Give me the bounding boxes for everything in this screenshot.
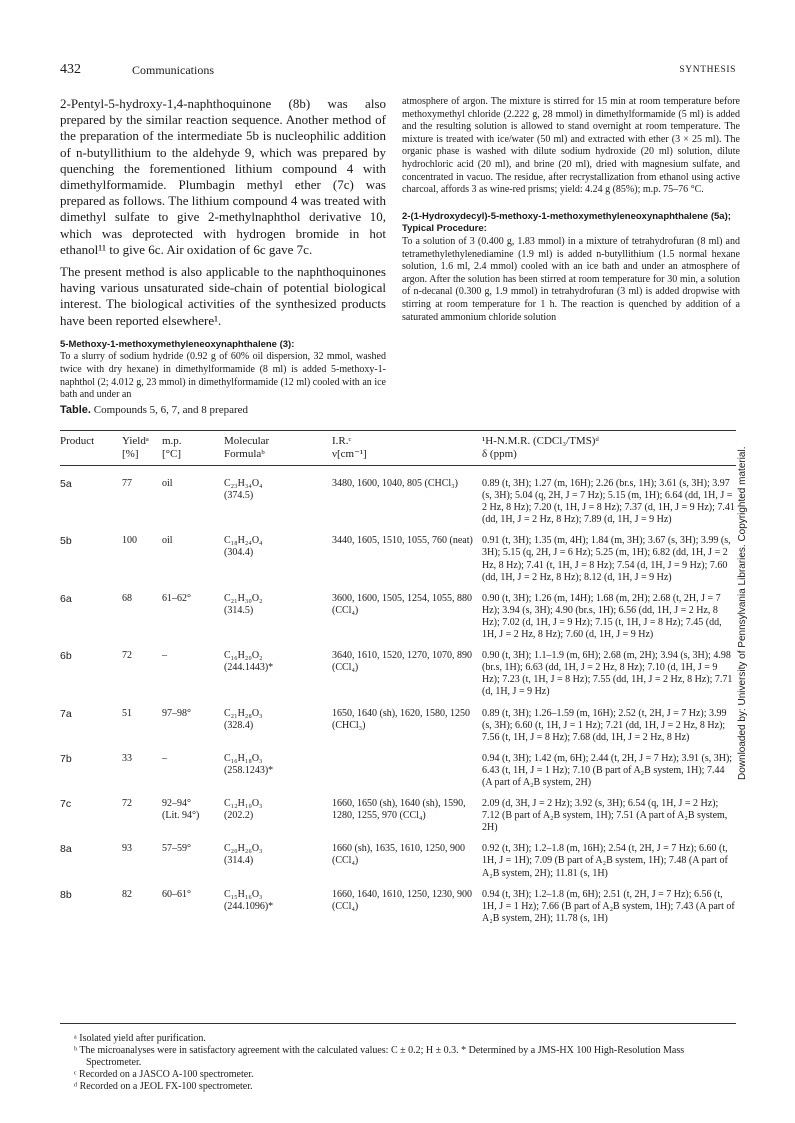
formula-cell <box>224 789 332 834</box>
table-header-row <box>60 432 736 469</box>
download-notice-text: Downloaded by: University of Pennsylvania Libraries. Copyrighted material. <box>737 446 748 780</box>
table-caption-text: Compounds 5, 6, 7, and 8 prepared <box>93 404 249 416</box>
column-header-yield: Yieldᵃ [%] <box>122 435 149 460</box>
molecular-mass: (314.5) <box>224 604 254 616</box>
formula: C₂₀H₂₆O₃ <box>224 843 263 855</box>
table-top-rule <box>60 430 736 431</box>
procedure-heading: 5-Methoxy-1-methoxymethyleneoxynaphthalene (3): <box>60 338 295 350</box>
formula-cell <box>224 584 332 641</box>
table-row <box>60 789 736 834</box>
ir-cell: 1660, 1640, 1610, 1250, 1230, 900 (CCl₄) <box>332 888 472 912</box>
ir-cell: 1660, 1650 (sh), 1640 (sh), 1590, 1280, 1255, 970 (CCl₄) <box>332 798 466 822</box>
nmr-cell: 0.90 (t, 3H); 1.26 (m, 14H); 1.68 (m, 2H); 2.68 (t, 2H, J = 7 Hz); 3.94 (s, 3H); 4.90 (br.s, 1H); 6.56 (dd, 1H, J = 2 Hz, 8 Hz); 7.02 (d, 1H, J = 9 Hz); 7.15 (t, 1H, J = 8 Hz); 7.45 (dd, 1H, J = 2 Hz, 8 Hz); 7.60 (d, 1H, J = 9 Hz) <box>482 592 722 641</box>
nmr-cell: 0.92 (t, 3H); 1.2–1.8 (m, 16H); 2.54 (t, 2H, J = 7 Hz); 6.60 (t, 1H, J = 1H); 7.09 (B part of A₂B system, 1H); 7.48 (A part of A₂B system, 2H); 11.81 (s, 1H) <box>482 843 728 879</box>
product-cell: 8a <box>60 843 72 856</box>
mp-value: 92–94° <box>162 798 191 810</box>
table-row <box>60 880 736 925</box>
table-row <box>60 641 736 698</box>
mp-cell: 97–98° <box>162 707 191 719</box>
right-column <box>402 96 740 324</box>
footnote: ᵈ Recorded on a JEOL FX-100 spectrometer. <box>74 1081 253 1092</box>
ir-cell: 1650, 1640 (sh), 1620, 1580, 1250 (CHCl₃) <box>332 707 471 731</box>
column-header-ir: I.R.ᶜ ν[cm⁻¹] <box>332 435 367 460</box>
table-caption <box>60 404 248 416</box>
yield-cell: 51 <box>122 707 132 719</box>
formula: C₁₆H₂₀O₂ <box>224 650 263 662</box>
table-row <box>60 584 736 641</box>
yield-cell: 72 <box>122 798 132 810</box>
column-header-mp: m.p. [°C] <box>162 435 182 460</box>
molecular-mass: (328.4) <box>224 719 254 731</box>
procedure-heading: 2-(1-Hydroxydecyl)-5-methoxy-1-methoxymethyleneoxynaphthalene (5a); Typical Procedure: <box>402 210 731 235</box>
nmr-cell: 0.90 (t, 3H); 1.1–1.9 (m, 6H); 2.68 (m, 2H); 3.94 (s, 3H); 4.98 (br.s, 1H); 6.63 (dd, 1H, J = 2 Hz, 8 Hz); 7.10 (d, 1H, J = 9 Hz); 7.23 (t, 1H, J = 8 Hz); 7.55 (dd, 1H, J = 2 Hz, 8 Hz); 7.71 (d, 1H, J = 9 Hz) <box>482 650 733 698</box>
formula: C₂₃H₃₄O₄ <box>224 478 263 489</box>
formula: C₁₂H₁₀O₃ <box>224 798 263 810</box>
table-caption-label: Table. <box>60 404 91 416</box>
procedure-text: To a slurry of sodium hydride (0.92 g of 60% oil dispersion, 32 mmol, washed twice with dry hexane) in dimethylformamide (8 ml) is added 5-methoxy-1-naphthol (2; 4.012 g, 23 mmol) in dimethylformamide (12 ml) cooled with an ice bath and under an <box>60 351 386 401</box>
product-cell: 6a <box>60 592 72 605</box>
column-header-nmr: ¹H-N.M.R. (CDCl₃/TMS)ᵈ δ (ppm) <box>482 435 599 460</box>
nmr-cell: 0.94 (t, 3H); 1.42 (m, 6H); 2.44 (t, 2H, J = 7 Hz); 3.91 (s, 3H); 6.43 (t, 1H, J = 1 Hz); 7.10 (B part of A₂B system, 1H); 7.44 (A part of A₂B system, 2H) <box>482 752 733 788</box>
formula-cell <box>224 641 332 698</box>
mp-cell: 61–62° <box>162 592 191 604</box>
yield-cell: 33 <box>122 752 132 764</box>
formula: C₁₆H₁₈O₃ <box>224 752 263 764</box>
formula: C₂₁H₃₀O₂ <box>224 592 263 604</box>
ir-cell: 3600, 1600, 1505, 1254, 1055, 880 (CCl₄) <box>332 592 472 616</box>
footnote: ᶜ Recorded on a JASCO A-100 spectrometer. <box>74 1069 254 1080</box>
molecular-mass: (244.1443)* <box>224 662 274 674</box>
left-column <box>60 96 386 402</box>
ir-cell: 1660 (sh), 1635, 1610, 1250, 900 (CCl₄) <box>332 843 466 867</box>
table-row <box>60 834 736 879</box>
molecular-mass: (374.5) <box>224 490 254 502</box>
nmr-cell: 2.09 (d, 3H, J = 2 Hz); 3.92 (s, 3H); 6.54 (q, 1H, J = 2 Hz); 7.12 (B part of A₂B system, 1H); 7.51 (A part of A₂B system, 2H) <box>482 798 728 834</box>
column-header-formula: Molecular Formulaᵇ <box>224 435 270 460</box>
formula-cell <box>224 526 332 583</box>
page-header <box>60 62 736 84</box>
body-paragraph: 2-Pentyl-5-hydroxy-1,4-naphthoquinone (8b) was also prepared by the similar reaction sequence. Another method of the preparation of the intermediate 5b is nucleophilic addition of n-butyllithium to the aldehyde 9, which was prepared by quenching the forementioned lithium compound 4 with dimethylformamide. Plumbagin methyl ether (7c) was prepared as follows. The lithium compound 4 was treated with dimethyl sulfate to give 2-methylnaphthol derivative 10, which was deprotected with hydrogen bromide in hot ethanol¹¹ to give 6c. Air oxidation of 6c gave 7c. <box>60 96 386 257</box>
mp-cell: oil <box>162 535 173 547</box>
mp-cell <box>162 789 224 834</box>
nmr-cell: 0.91 (t, 3H); 1.35 (m, 4H); 1.84 (m, 3H); 3.67 (s, 3H); 3.99 (s, 3H); 5.15 (q, 2H, J = 6 Hz); 5.25 (m, 1H); 6.82 (dd, 1H, J = 2 Hz, 8 Hz); 7.41 (t, 1H, J = 8 Hz); 7.54 (d, 1H, J = 9 Hz); 7.60 (dd, 1H, J = 2 Hz, 8 Hz); 8.12 (d, 1H, J = 9 Hz) <box>482 535 731 583</box>
ir-cell: 3640, 1610, 1520, 1270, 1070, 890 (CCl₄) <box>332 650 472 674</box>
table-row <box>60 699 736 744</box>
product-cell: 8b <box>60 888 72 901</box>
molecular-mass: (258.1243)* <box>224 764 274 776</box>
footnote: ᵇ The microanalyses were in satisfactory agreement with the calculated values: C ± 0.2; H ± 0.3. * Determined by a JMS-HX 100 High-Resolution Mass Spectrometer. <box>74 1045 685 1068</box>
ir-cell: 3440, 1605, 1510, 1055, 760 (neat) <box>332 535 473 547</box>
table-footnotes <box>60 1033 736 1093</box>
formula: C₁₅H₁₆O₃ <box>224 888 263 900</box>
yield-cell: 68 <box>122 592 132 604</box>
mp-cell: 57–59° <box>162 843 191 855</box>
product-cell: 5a <box>60 478 72 490</box>
mp-cell: 60–61° <box>162 888 191 900</box>
mp-cell: – <box>162 650 167 662</box>
column-header-product: Product <box>60 435 95 447</box>
molecular-mass: (314.4) <box>224 855 254 867</box>
footnote: ᵃ Isolated yield after purification. <box>74 1033 206 1044</box>
formula-cell <box>224 469 332 526</box>
table-row <box>60 744 736 789</box>
product-cell: 6b <box>60 650 72 663</box>
body-paragraph: The present method is also applicable to the naphthoquinones having various unsaturated side-chain of potential biological interest. The biological activities of the synthesized products have been reported elsewhere¹. <box>60 264 386 328</box>
table-bottom-rule <box>60 1023 736 1024</box>
procedure-text: To a solution of 3 (0.400 g, 1.83 mmol) in a mixture of tetrahydrofuran (8 ml) and tetramethylethylenediamine (1.9 ml) is added n-butyllithium (1.5 normal hexane solution, 1.6 ml, 2.4 mmol) cooled with an ice bath and under an atmosphere of argon. After the solution has been stirred at room temperature for 30 min, a solution of n-decanal (0.300 g, 1.9 mmol) in tetrahydrofuran (3 ml) is added dropwise with stirring at room temperature for 1 h. The reaction is quenched by addition of a saturated ammonium chloride solution <box>402 235 740 323</box>
yield-cell: 77 <box>122 478 132 489</box>
formula: C₂₁H₂₈O₃ <box>224 707 263 719</box>
ir-cell: 3480, 1600, 1040, 805 (CHCl₃) <box>332 478 458 489</box>
nmr-cell: 0.94 (t, 3H); 1.2–1.8 (m, 6H); 2.51 (t, 2H, J = 7 Hz); 6.56 (t, 1H, J = 1 Hz); 7.66 (B part of A₂B system, 1H); 7.43 (A part of A₂B system, 2H); 11.78 (s, 1H) <box>482 888 735 924</box>
molecular-mass: (244.1096)* <box>224 900 274 912</box>
nmr-cell: 0.89 (t, 3H); 1.26–1.59 (m, 16H); 2.52 (t, 2H, J = 7 Hz); 3.99 (s, 3H); 6.60 (t, 1H, J = 1 Hz); 7.21 (dd, 1H, J = 2 Hz, 8 Hz); 7.56 (t, 1H, J = 8 Hz); 7.68 (dd, 1H, J = 2 Hz, 8 Hz) <box>482 707 727 743</box>
product-cell: 7a <box>60 707 72 720</box>
formula-cell <box>224 880 332 925</box>
yield-cell: 93 <box>122 843 132 855</box>
mp-literature: (Lit. 94°) <box>162 810 200 822</box>
formula-cell <box>224 699 332 744</box>
nmr-cell: 0.89 (t, 3H); 1.27 (m, 16H); 2.26 (br.s, 1H); 3.61 (s, 3H); 3.97 (s, 3H); 5.04 (q, 2H, J = 7 Hz); 5.15 (m, 1H); 6.64 (dd, 1H, J = 2 Hz, 8 Hz); 7.20 (t, 1H, J = 8 Hz); 7.37 (d, 1H, J = 9 Hz); 7.41 (dd, 1H, J = 2 Hz, 8 Hz); 7.89 (d, 1H, J = 9 Hz) <box>482 478 735 526</box>
compounds-table <box>60 432 736 925</box>
yield-cell: 82 <box>122 888 132 900</box>
yield-cell: 72 <box>122 650 132 662</box>
table-row <box>60 526 736 583</box>
page-number: 432 <box>60 62 81 77</box>
mp-cell: oil <box>162 478 173 489</box>
formula: C₁₈H₂₄O₄ <box>224 535 263 547</box>
procedure-text: atmosphere of argon. The mixture is stirred for 15 min at room temperature before methoxymethyl chloride (2.222 g, 28 mmol) in dimethylformamide (5 ml) is added and the resulting solution is allowed to stand overnight at room temperature. The mixture is treated with ice/water (50 ml) and extracted with ether (3 × 25 ml). The organic phase is washed with dilute sodium hydroxide (20 ml) solution, dilute hydrochloric acid (20 ml), and brine (20 ml), dried with magnesium sulfate, and concentrated in vacuo. The residue, after recrystallization from ethanol using active charcoal, affords 3 as wine-red prisms; yield: 4.24 g (85%); m.p. 75–76 °C. <box>402 96 740 196</box>
section-name: Communications <box>132 63 214 77</box>
yield-cell: 100 <box>122 535 137 547</box>
product-cell: 7c <box>60 798 72 811</box>
download-notice <box>735 290 747 780</box>
molecular-mass: (304.4) <box>224 547 254 559</box>
product-cell: 7b <box>60 752 72 765</box>
mp-cell: – <box>162 752 167 764</box>
table-row <box>60 469 736 526</box>
journal-name: SYNTHESIS <box>679 65 736 75</box>
formula-cell <box>224 744 332 789</box>
ir-cell <box>332 744 482 789</box>
molecular-mass: (202.2) <box>224 810 254 822</box>
formula-cell <box>224 834 332 879</box>
product-cell: 5b <box>60 535 72 548</box>
